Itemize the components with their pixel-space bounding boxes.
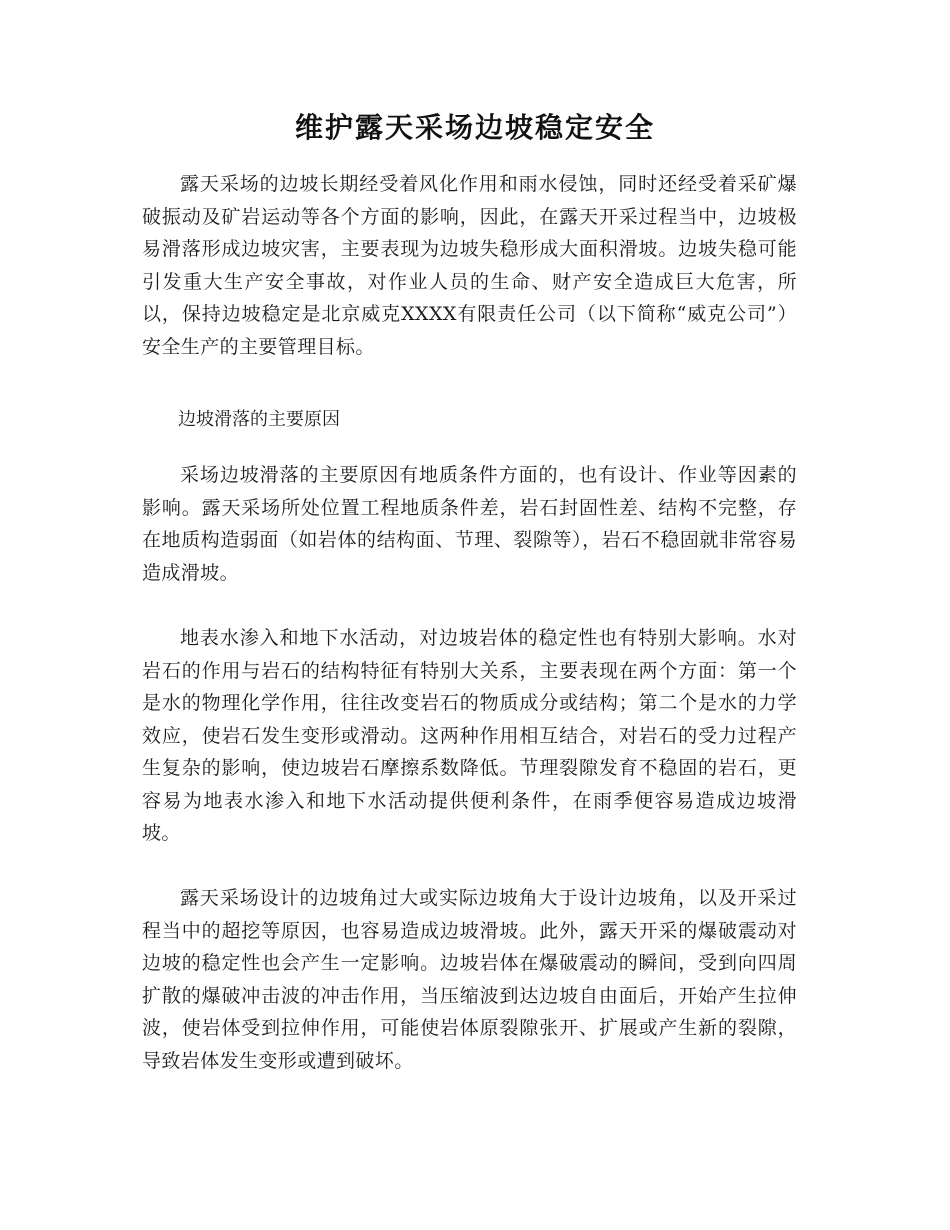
paragraph-water: 地表水渗入和地下水活动，对边坡岩体的稳定性也有特别大影响。水对岩石的作用与岩石的结构特征有特别大关系，主要表现在两个方面：第一个是水的物理化学作用，往往改变岩石的物质成分或结构；第二个是水的力学效应，使岩石发生变形或滑动。这两种作用相互结合，对岩石的受力过程产生复杂的影响，使边坡岩石摩擦系数降低。节理裂隙发育不稳固的岩石，更容易为地表水渗入和地下水活动提供便利条件，在雨季便容易造成边坡滑坡。 [142,627,797,844]
paragraph-blasting: 露天采场设计的边坡角过大或实际边坡角大于设计边坡角，以及开采过程当中的超挖等原因，也容易造成边坡滑坡。此外，露天开采的爆破震动对边坡的稳定性也会产生一定影响。边坡岩体在爆破震动的瞬间，受到向四周扩散的爆破冲击波的冲击作用，当压缩波到达边坡自由面后，开始产生拉伸波，使岩体受到拉伸作用，可能使岩体原裂隙张开、扩展或产生新的裂隙，导致岩体发生变形或遭到破坏。 [142,887,797,1072]
paragraph-geology: 采场边坡滑落的主要原因有地质条件方面的，也有设计、作业等因素的影响。露天采场所处位置工程地质条件差，岩石封固性差、结构不完整，存在地质构造弱面（如岩体的结构面、节理、裂隙等），岩石不稳固就非常容易造成滑坡。 [142,464,797,584]
paragraph-intro: 露天采场的边坡长期经受着风化作用和雨水侵蚀，同时还经受着采矿爆破振动及矿岩运动等各个方面的影响，因此，在露天开采过程当中，边坡极易滑落形成边坡灾害，主要表现为边坡失稳形成大面积滑坡。边坡失稳可能引发重大生产安全事故，对作业人员的生命、财产安全造成巨大危害，所以，保持边坡稳定是北京威克XXXX有限责任公司（以下简称“威克公司”）安全生产的主要管理目标。 [142,173,797,358]
document-title: 维护露天采场边坡稳定安全 [294,111,655,144]
section-heading: 边坡滑落的主要原因 [178,409,340,430]
